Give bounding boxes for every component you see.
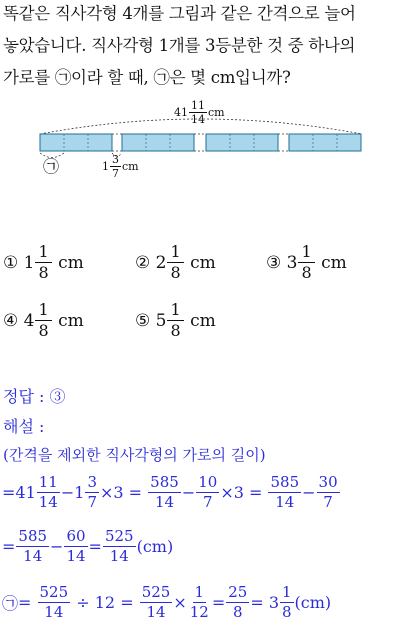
choice-mark: ① bbox=[3, 252, 19, 273]
fraction: $\frac{585}{14}$ bbox=[150, 473, 179, 511]
answer-label: 정답 : ③ bbox=[3, 387, 66, 406]
gap-denominator: 7 bbox=[112, 167, 119, 180]
fraction: $\frac{585}{14}$ bbox=[270, 473, 300, 511]
choice-whole: 2 bbox=[155, 252, 167, 273]
choice-whole: 1 bbox=[23, 252, 35, 273]
choice-1[interactable] bbox=[3, 242, 84, 283]
fraction: $\frac{25}{8}$ bbox=[228, 583, 248, 621]
gap-length-label bbox=[102, 154, 139, 179]
choice-fraction: $\frac{1}{8}$ bbox=[167, 300, 183, 341]
choice-unit: cm bbox=[58, 310, 84, 331]
fraction: $\frac{525}{14}$ bbox=[104, 527, 134, 565]
choice-4[interactable] bbox=[3, 300, 84, 341]
rectangle-3 bbox=[206, 134, 278, 151]
fraction: $\frac{525}{14}$ bbox=[39, 583, 69, 621]
gap-fraction bbox=[110, 154, 121, 179]
fraction: $\frac{11}{14}$ bbox=[38, 473, 58, 511]
question-line-2: 놓았습니다. 직사각형 1개를 3등분한 것 중 하나의 bbox=[3, 36, 356, 55]
rectangle-4 bbox=[289, 134, 361, 151]
total-whole: 41 bbox=[174, 106, 188, 119]
choice-mark: ② bbox=[135, 252, 151, 273]
choice-mark: ④ bbox=[3, 310, 19, 331]
gap-unit: cm bbox=[122, 160, 139, 173]
question-line-3: 가로를 ㉠이라 할 때, ㉠은 몇 cm입니까? bbox=[3, 68, 291, 87]
choice-whole: 4 bbox=[23, 310, 35, 331]
question-line-1: 똑같은 직사각형 4개를 그림과 같은 간격으로 늘어 bbox=[3, 4, 356, 23]
choice-whole: 3 bbox=[286, 252, 298, 273]
fraction: $\frac{585}{14}$ bbox=[18, 527, 48, 565]
choice-5[interactable] bbox=[135, 300, 216, 341]
gap-whole: 1 bbox=[102, 160, 109, 173]
explanation-line-1: = 41 $\frac{11}{14}$ − 1 $\frac{3}{7}$ ×3 = $\frac{585}{14}$ − $\frac{10}{7}$ ×3 = $\frac{585}{14}$ − $\frac{30}{7}$ bbox=[2, 473, 338, 511]
total-numerator: 11 bbox=[191, 99, 205, 112]
choice-unit: cm bbox=[58, 252, 84, 273]
fraction: $\frac{30}{7}$ bbox=[318, 473, 338, 511]
choice-fraction: $\frac{1}{8}$ bbox=[35, 242, 51, 283]
rectangles-diagram bbox=[0, 96, 400, 196]
choice-mark: ③ bbox=[266, 252, 282, 273]
choice-unit: cm bbox=[190, 252, 216, 273]
gap-numerator: 3 bbox=[112, 153, 119, 166]
marker-label: ㉠ bbox=[43, 157, 60, 176]
fraction: $\frac{525}{14}$ bbox=[141, 583, 171, 621]
total-denominator: 14 bbox=[191, 113, 205, 126]
choice-3[interactable] bbox=[266, 242, 347, 283]
explanation-label: 해설 : bbox=[3, 417, 45, 436]
total-length-arc bbox=[40, 119, 362, 134]
total-unit: cm bbox=[208, 106, 225, 119]
figure bbox=[0, 96, 400, 196]
choice-fraction: $\frac{1}{8}$ bbox=[35, 300, 51, 341]
rectangle-1 bbox=[40, 134, 112, 151]
fraction: $\frac{60}{14}$ bbox=[66, 527, 86, 565]
choice-whole: 5 bbox=[155, 310, 167, 331]
choice-fraction: $\frac{1}{8}$ bbox=[167, 242, 183, 283]
explanation-line-2: = $\frac{585}{14}$ − $\frac{60}{14}$ = $\frac{525}{14}$ (cm) bbox=[2, 527, 174, 565]
fraction: $\frac{1}{12}$ bbox=[189, 583, 209, 621]
rectangle-2 bbox=[122, 134, 194, 151]
explanation-line-3: ㉠ = $\frac{525}{14}$ ÷ 12 = $\frac{525}{14}$ × $\frac{1}{12}$ = $\frac{25}{8}$ = 3 $\frac{1}{8}$ (cm) bbox=[2, 583, 332, 621]
fraction: $\frac{10}{7}$ bbox=[198, 473, 218, 511]
fraction: $\frac{3}{7}$ bbox=[87, 473, 97, 511]
choice-fraction: $\frac{1}{8}$ bbox=[298, 242, 314, 283]
choice-mark: ⑤ bbox=[135, 310, 151, 331]
choice-unit: cm bbox=[321, 252, 347, 273]
choice-unit: cm bbox=[190, 310, 216, 331]
choice-2[interactable] bbox=[135, 242, 216, 283]
fraction: $\frac{1}{8}$ bbox=[282, 583, 292, 621]
explanation-note: (간격을 제외한 직사각형의 가로의 길이) bbox=[3, 446, 266, 464]
